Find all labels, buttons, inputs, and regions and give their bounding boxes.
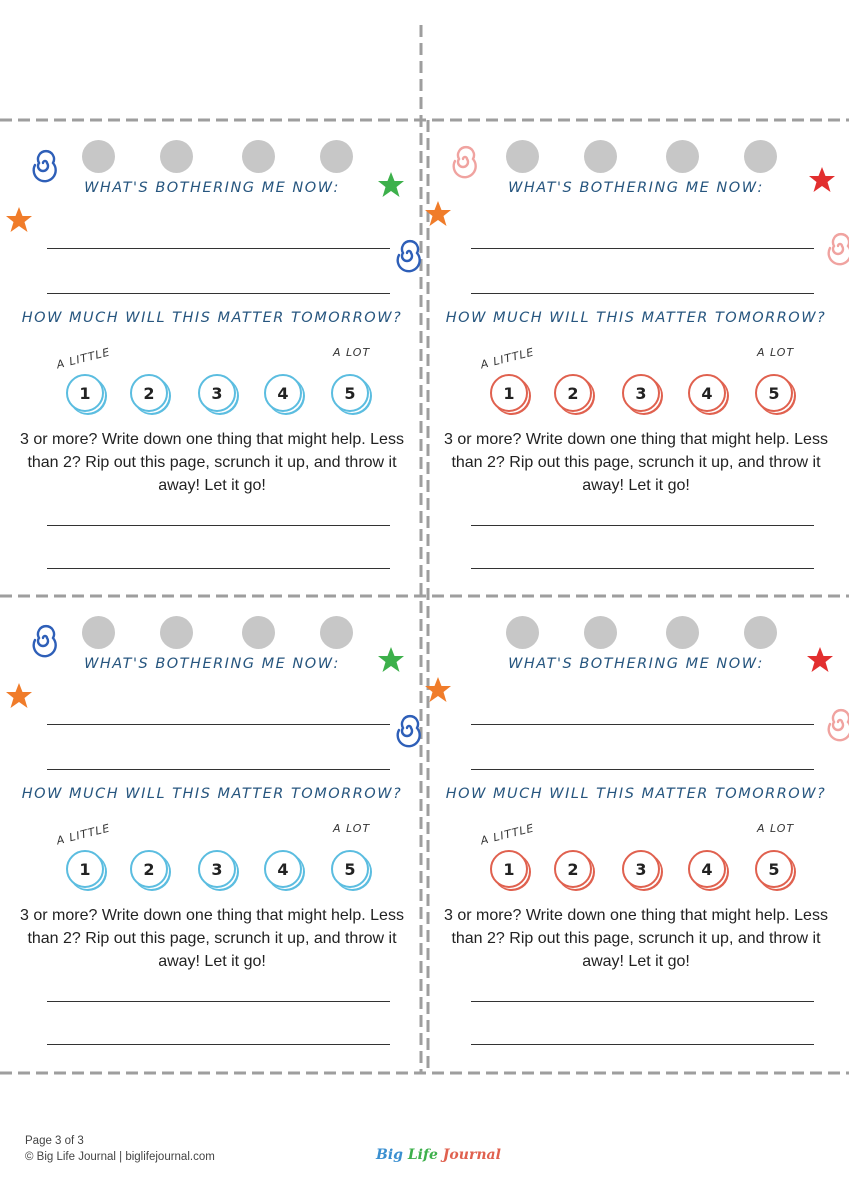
scale-question: HOW MUCH WILL THIS MATTER TOMORROW? xyxy=(21,310,403,326)
scale-option-4[interactable]: 4 xyxy=(264,374,302,412)
star-icon xyxy=(807,647,833,672)
scale-option-5[interactable]: 5 xyxy=(755,374,793,412)
scale-low-label: A LITTLE xyxy=(55,345,112,372)
star-icon xyxy=(425,677,451,702)
swirl-icon xyxy=(34,626,56,656)
scale-low-label: A LITTLE xyxy=(479,821,536,848)
bothering-label: WHAT'S BOTHERING ME NOW: xyxy=(508,656,764,672)
instructions-text: 3 or more? Write down one thing that might help. Less than 2? Rip out this page, scrunch it up, and throw it away! Let it go! xyxy=(444,907,828,970)
swirl-icon xyxy=(34,151,56,181)
bothering-label: WHAT'S BOTHERING ME NOW: xyxy=(508,180,764,196)
scale-option-4[interactable]: 4 xyxy=(264,850,302,888)
scale-option-2[interactable]: 2 xyxy=(554,850,592,888)
scale-option-3[interactable]: 3 xyxy=(622,850,660,888)
instructions-text: 3 or more? Write down one thing that might help. Less than 2? Rip out this page, scrunch it up, and throw it away! Let it go! xyxy=(20,431,404,494)
scale-option-1[interactable]: 1 xyxy=(490,850,528,888)
scale-option-1[interactable]: 1 xyxy=(66,850,104,888)
swirl-icon xyxy=(398,241,420,271)
logo-word: Big xyxy=(376,1147,403,1163)
page-footer xyxy=(25,1133,215,1165)
scale-question: HOW MUCH WILL THIS MATTER TOMORROW? xyxy=(21,786,403,802)
scale-question: HOW MUCH WILL THIS MATTER TOMORROW? xyxy=(445,310,827,326)
scale-high-label: A LOT xyxy=(333,822,371,835)
page-number: Page 3 of 3 xyxy=(25,1135,84,1147)
bothering-label: WHAT'S BOTHERING ME NOW: xyxy=(84,656,340,672)
scale-option-1[interactable]: 1 xyxy=(490,374,528,412)
scale-option-2[interactable]: 2 xyxy=(554,374,592,412)
scale-option-3[interactable]: 3 xyxy=(622,374,660,412)
scale-option-2[interactable]: 2 xyxy=(130,850,168,888)
brand-logo xyxy=(376,1147,501,1163)
scale-question: HOW MUCH WILL THIS MATTER TOMORROW? xyxy=(445,786,827,802)
scale-option-3[interactable]: 3 xyxy=(198,850,236,888)
scale-option-5[interactable]: 5 xyxy=(331,374,369,412)
logo-word: Journal xyxy=(442,1147,501,1163)
instructions-text: 3 or more? Write down one thing that might help. Less than 2? Rip out this page, scrunch it up, and throw it away! Let it go! xyxy=(444,431,828,494)
swirl-icon xyxy=(398,716,420,746)
scale-option-5[interactable]: 5 xyxy=(331,850,369,888)
swirl-icon xyxy=(829,234,849,264)
scale-high-label: A LOT xyxy=(333,346,371,359)
copyright-link[interactable]: © Big Life Journal | biglifejournal.com xyxy=(25,1151,215,1163)
scale-option-1[interactable]: 1 xyxy=(66,374,104,412)
swirl-icon xyxy=(829,710,849,740)
scale-option-4[interactable]: 4 xyxy=(688,850,726,888)
star-icon xyxy=(6,683,32,708)
star-icon xyxy=(378,172,404,197)
bothering-label: WHAT'S BOTHERING ME NOW: xyxy=(84,180,340,196)
scale-option-2[interactable]: 2 xyxy=(130,374,168,412)
scale-high-label: A LOT xyxy=(757,346,795,359)
star-icon xyxy=(6,207,32,232)
scale-option-4[interactable]: 4 xyxy=(688,374,726,412)
scale-low-label: A LITTLE xyxy=(55,821,112,848)
star-icon xyxy=(378,647,404,672)
scale-option-3[interactable]: 3 xyxy=(198,374,236,412)
swirl-icon xyxy=(454,147,476,177)
star-icon xyxy=(809,167,835,192)
scale-option-5[interactable]: 5 xyxy=(755,850,793,888)
scale-low-label: A LITTLE xyxy=(479,345,536,372)
star-icon xyxy=(425,201,451,226)
scale-high-label: A LOT xyxy=(757,822,795,835)
instructions-text: 3 or more? Write down one thing that might help. Less than 2? Rip out this page, scrunch it up, and throw it away! Let it go! xyxy=(20,907,404,970)
logo-word: Life xyxy=(407,1147,438,1163)
